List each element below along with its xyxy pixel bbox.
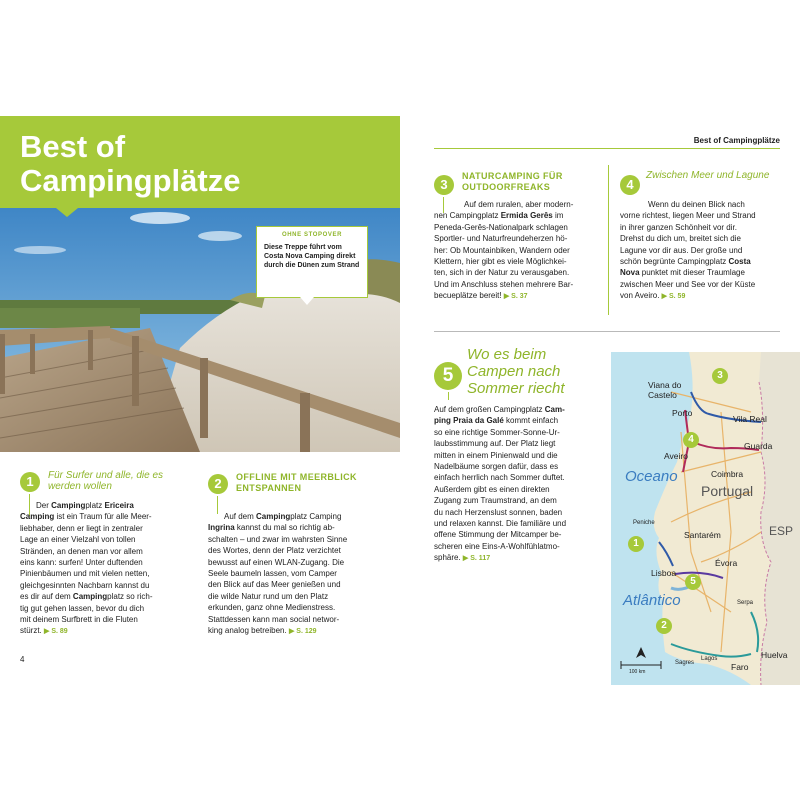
s1-line-text: gleichgesinnten Nachbarn kannst du [20, 580, 150, 590]
s1-line-text: es dir auf dem Campingplatz so rich- [20, 592, 153, 602]
s5-line [434, 427, 604, 438]
s1-line-text: tig gut gehen lassen, bevor du dich [20, 603, 145, 613]
s5-line-text: und relaxen kannst. Die familiäre und [434, 519, 567, 529]
s5-line [434, 552, 604, 564]
s1-line [20, 511, 190, 522]
s4-line [620, 290, 780, 302]
s1-line [20, 568, 190, 579]
section-3-page-ref[interactable]: ▶ S. 37 [503, 293, 528, 301]
title-pointer [56, 208, 78, 217]
map-label-santarem: Santarém [684, 530, 721, 540]
s2-line [208, 625, 388, 637]
map-label-oceano: Oceano [625, 468, 678, 485]
s1-line-text: Pinienbäumen und mit vielen netten, [20, 569, 150, 579]
s2-line [208, 602, 388, 613]
s4-line-text: zwischen Meer und See vor der Küste [620, 279, 756, 289]
s4-line [620, 267, 780, 278]
s5-line-text: ping Praia da Galé kommt einfach [434, 416, 559, 426]
map-label-peniche: Peniche [633, 520, 655, 526]
section-1-number: 1 [20, 472, 40, 492]
portugal-map [611, 352, 800, 685]
s1-line [20, 591, 190, 602]
s5-line [434, 472, 604, 483]
s4-line-text: in ihrer ganzen Schönheit vor dir. [620, 222, 737, 232]
s5-line [434, 438, 604, 449]
map-label-viana-2: Castelo [648, 390, 677, 400]
s4-line [620, 256, 780, 267]
map-marker-4[interactable]: 4 [683, 432, 699, 448]
section-4-number: 4 [620, 175, 640, 195]
s2-line-text: die wilde Natur rund um den Platz [208, 591, 329, 601]
s2-line [208, 568, 388, 579]
s3-line [434, 222, 599, 233]
section-2-page-ref[interactable]: ▶ S. 129 [288, 628, 317, 636]
callout-title: OHNE STOPOVER [281, 232, 343, 238]
map-marker-2[interactable]: 2 [656, 618, 672, 634]
s3-line [434, 279, 599, 290]
title-box [0, 116, 400, 210]
s3-line [434, 245, 599, 256]
section-5-title: Wo es beim Campen nach Sommer riecht [467, 346, 565, 397]
s2-line-text: Ingrina kannst du mal so richtig ab- [208, 523, 335, 533]
section-3-number: 3 [434, 175, 454, 195]
title-line-1: Best of [20, 129, 126, 164]
s2-line-text: den Blick auf das Meer genießen und [208, 580, 341, 590]
s5-line [434, 461, 604, 472]
s2-line-text: erkunden, ganz ohne Medienstress. [208, 603, 336, 613]
section-1-body [20, 500, 190, 638]
s1-line [20, 614, 190, 625]
s2-line [208, 614, 388, 625]
s4-line [620, 279, 780, 290]
callout-pointer [300, 297, 314, 305]
s4-line [620, 233, 780, 244]
s3-line [434, 267, 599, 278]
map-label-porto: Porto [672, 408, 693, 418]
s5-line [434, 529, 604, 540]
section-2-body [208, 511, 388, 637]
s3-line-text: becueplätze bereit! [434, 291, 502, 301]
photo-callout [256, 226, 368, 298]
s1-line [20, 534, 190, 545]
s2-line [208, 534, 388, 545]
s5-line-text: laubsstimmung auf. Der Platz liegt [434, 439, 556, 449]
s3-line-text: ten, sich in der Natur zu verausgaben. [434, 268, 570, 278]
s5-line-text: scheren eine Eins-A-Wohlfühlatmo- [434, 541, 560, 551]
s2-line-text: Auf dem Campingplatz Camping [224, 512, 342, 521]
s3-line-text: Peneda-Gerês-Nationalpark schlagen [434, 222, 568, 232]
s5-line-text: offene Stimmung der Mitcamper be- [434, 530, 562, 540]
section-2-title: OFFLINE MIT MEERBLICK ENTSPANNEN [236, 472, 357, 493]
section-4-body [620, 199, 780, 303]
map-label-faro: Faro [731, 662, 749, 672]
s5-line [434, 495, 604, 506]
s2-line-text: schalten – und zwar im wahrsten Sinne [208, 534, 348, 544]
map-marker-5[interactable]: 5 [685, 574, 701, 590]
s2-line [208, 545, 388, 556]
section-4-page-ref[interactable]: ▶ S. 59 [661, 293, 686, 301]
s4-line-text: schön begrünte Campingplatz Costa [620, 257, 751, 267]
section-3-body [434, 199, 599, 303]
map-label-viana [648, 380, 681, 400]
section-5-number: 5 [434, 362, 462, 390]
s2-line-text: Stattdessen kann man social networ- [208, 614, 340, 624]
s1-line-text: mit deinem Surfbrett in die Fluten [20, 615, 138, 625]
s5-line [434, 404, 604, 415]
s5-line-text: Zugang zum Traumstrand, an dem [434, 496, 557, 506]
s5-line-text: Auf dem großen Campingplatz Cam- [434, 405, 565, 414]
s4-line [620, 199, 780, 210]
section-4-title: Zwischen Meer und Lagune [646, 170, 770, 181]
s5-line-text: Nadelbäume sorgen dafür, dass es [434, 462, 559, 472]
map-label-spain: ESP [769, 524, 794, 538]
s4-line-text: Nova punktet mit dieser Traumlage [620, 268, 745, 278]
s1-line-text: stürzt. [20, 626, 42, 636]
map-marker-1[interactable]: 1 [628, 536, 644, 552]
s1-line [20, 580, 190, 591]
s1-line-text: Camping ist ein Traum für alle Meer- [20, 512, 152, 522]
s3-line-text: Sportler- und Naturfreundeherzen hö- [434, 234, 568, 244]
s1-line [20, 500, 190, 511]
s2-line-text: Seele baumeln lassen, vom Camper [208, 569, 337, 579]
s5-line-text: so eine richtige Sommer-Sonne-Ur- [434, 427, 560, 437]
s4-line-text: von Aveiro. [620, 291, 660, 301]
callout-text: Diese Treppe führt vom Costa Nova Camping direkt durch die Dünen zum Strand [264, 244, 360, 269]
s1-line [20, 603, 190, 614]
map-label-guarda: Guarda [744, 441, 773, 451]
s3-line [434, 199, 599, 210]
map-label-serpa: Serpa [737, 600, 754, 606]
map-label-coimbra: Coimbra [711, 469, 744, 479]
s2-line [208, 579, 388, 590]
s1-line-text: Der Campingplatz Ericeira [36, 501, 134, 510]
s3-line-text: her: Ob Mountainbiken, Wandern oder [434, 245, 570, 255]
s3-line-text: nen Campingplatz Ermida Gerês im [434, 211, 564, 221]
s1-line [20, 557, 190, 568]
running-head: Best of Campingplätze [693, 136, 780, 145]
title-line-2: Campingplätze [20, 163, 241, 198]
s2-line [208, 511, 388, 522]
map-marker-3[interactable]: 3 [712, 368, 728, 384]
map-label-portugal: Portugal [701, 483, 754, 499]
page-number: 4 [20, 655, 25, 664]
section-5-page-ref[interactable]: ▶ S. 117 [462, 555, 491, 563]
s4-line-text: Wenn du deinen Blick nach [648, 200, 745, 209]
s2-line-text: bewusst auf einen WLAN-Zugang. Die [208, 557, 345, 567]
s4-line [620, 222, 780, 233]
s5-line [434, 484, 604, 495]
s2-line [208, 557, 388, 568]
section-1-title: Für Surfer und alle, die es werden wollen [48, 470, 164, 492]
s2-line [208, 591, 388, 602]
map-label-sagres: Sagres [675, 660, 695, 666]
s5-line-text: einfach herrlich nach Sommer duftet. [434, 473, 565, 483]
s4-line [620, 245, 780, 256]
map-label-huelva: Huelva [761, 650, 788, 660]
s5-line-text: sphäre. [434, 553, 461, 563]
s5-line [434, 541, 604, 552]
s5-line [434, 450, 604, 461]
s1-line-text: Stränden, an denen man vor allem [20, 546, 143, 556]
s5-line [434, 415, 604, 426]
header-rule [434, 148, 780, 149]
s3-line-text: Klettern, hier gibt es viele Möglichkei- [434, 257, 567, 267]
s4-line-text: Drehst du dich um, breitet sich die [620, 234, 741, 244]
map-scale-label: 100 km [629, 669, 646, 675]
s2-line-text: des Wortes, denn der Platz verzichtet [208, 546, 341, 556]
s4-line-text: Lagune vor dir aus. Der große und [620, 245, 743, 255]
map-label-viana-1: Viana do [648, 380, 682, 390]
s1-line [20, 625, 190, 637]
section-2-number: 2 [208, 474, 228, 494]
s1-line-text: eins kann: surfen! Unter duftenden [20, 558, 143, 568]
s3-line [434, 256, 599, 267]
s1-line [20, 523, 190, 534]
s2-line [208, 522, 388, 533]
map-label-vila-real: Vila Real [733, 414, 767, 424]
s4-line-text: vorne richtest, liegen Meer und Strand [620, 211, 756, 221]
s3-line [434, 210, 599, 221]
section-1-page-ref[interactable]: ▶ S. 89 [44, 628, 68, 636]
s3-line-text: Auf dem ruralen, aber modern- [464, 200, 574, 209]
s5-line [434, 518, 604, 529]
s5-line-text: Außerdem gibt es einen direkten [434, 484, 550, 494]
s2-line-text: king analog betreiben. [208, 626, 287, 636]
section-4-line [608, 165, 609, 315]
s3-line [434, 290, 599, 302]
section-3-title: NATURCAMPING FÜR OUTDOORFREAKS [462, 171, 563, 192]
map-label-lisboa: Lisboa [651, 568, 677, 578]
section-5-body [434, 404, 604, 565]
map-label-atlantico: Atlântico [623, 592, 681, 609]
section-5-line [448, 392, 449, 400]
s3-line-text: Und im Anschluss stehen mehrere Bar- [434, 279, 574, 289]
s3-line [434, 233, 599, 244]
s1-line-text: liebhaber, denn er liegt in zentraler [20, 523, 143, 533]
map-label-evora: Évora [715, 558, 738, 568]
s5-line-text: mitten in einem Pinienwald und die [434, 450, 558, 460]
middle-rule [434, 331, 780, 332]
page-title [20, 130, 240, 198]
map-label-lagos: Lagos [701, 656, 718, 662]
s1-line-text: Lage an einer Vielzahl von tollen [20, 535, 136, 545]
s1-line [20, 546, 190, 557]
map-label-aveiro: Aveiro [664, 451, 688, 461]
s4-line [620, 210, 780, 221]
s5-line-text: du nach Herzenslust sonnen, baden [434, 507, 563, 517]
s5-line [434, 507, 604, 518]
